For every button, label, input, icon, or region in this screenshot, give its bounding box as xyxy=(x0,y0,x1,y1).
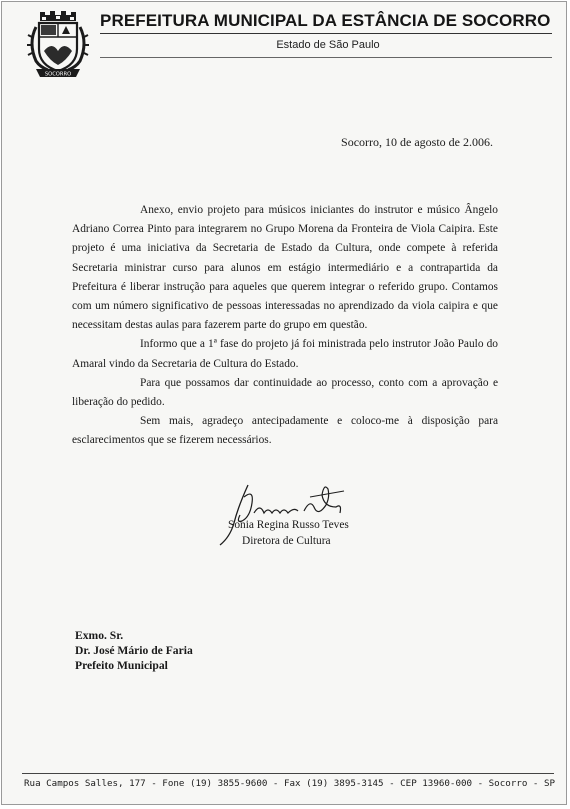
letterhead-title: PREFEITURA MUNICIPAL DA ESTÂNCIA DE SOCORRO xyxy=(100,11,551,30)
letter-page xyxy=(1,1,567,805)
paragraph-3: Para que possamos dar continuidade ao processo, conto com a aprovação e liberação do pedido. xyxy=(72,376,498,409)
coat-of-arms-logo xyxy=(22,7,94,79)
letterhead-rule-lower xyxy=(100,57,552,58)
paragraph-2: Informo que a 1ª fase do projeto já foi ministrada pelo instrutor João Paulo do Amaral vindo da Secretaria de Cultura do Estado. xyxy=(72,338,498,370)
signatory-role: Diretora de Cultura xyxy=(242,535,331,547)
paragraph-4: Sem mais, agradeço antecipadamente e coloco-me à disposição para esclarecimentos que se fizerem necessários. xyxy=(72,415,498,447)
addressee-salutation: Exmo. Sr. xyxy=(75,629,124,642)
letterhead-subtitle: Estado de São Paulo xyxy=(276,39,380,51)
letter-body xyxy=(72,201,498,451)
paragraph-1: Anexo, envio projeto para músicos iniciantes do instrutor e músico Ângelo Adriano Correa Pinto para integrarem no Grupo Morena da Fronteira de Viola Caipira. Este projeto é uma iniciativa da Secretaria de Estado da Cultura, onde compete à referida Secretaria ministrar curso para alunos em estágio intermediário e a contrapartida da Prefeitura é liberar instrução para aqueles que querem integrar o referido grupo. Contamos com um número significativo de pessoas interessadas no aprendizado da viola caipira e que necessitam destas aulas para fazerem parte do grupo em questão. xyxy=(72,204,498,332)
footer-address: Rua Campos Salles, 177 - Fone (19) 3855-9600 - Fax (19) 3895-3145 - CEP 13960-000 - Socorro - SP xyxy=(24,778,556,789)
letterhead-rule xyxy=(100,33,552,34)
addressee-block xyxy=(75,628,193,673)
letter-date: Socorro, 10 de agosto de 2.006. xyxy=(341,135,493,149)
addressee-name: Dr. José Mário de Faria xyxy=(75,644,193,657)
addressee-title: Prefeito Municipal xyxy=(75,659,168,672)
signatory-name: Sonia Regina Russo Teves xyxy=(228,519,349,531)
footer-rule xyxy=(22,773,554,774)
svg-text:SOCORRO: SOCORRO xyxy=(44,71,72,78)
